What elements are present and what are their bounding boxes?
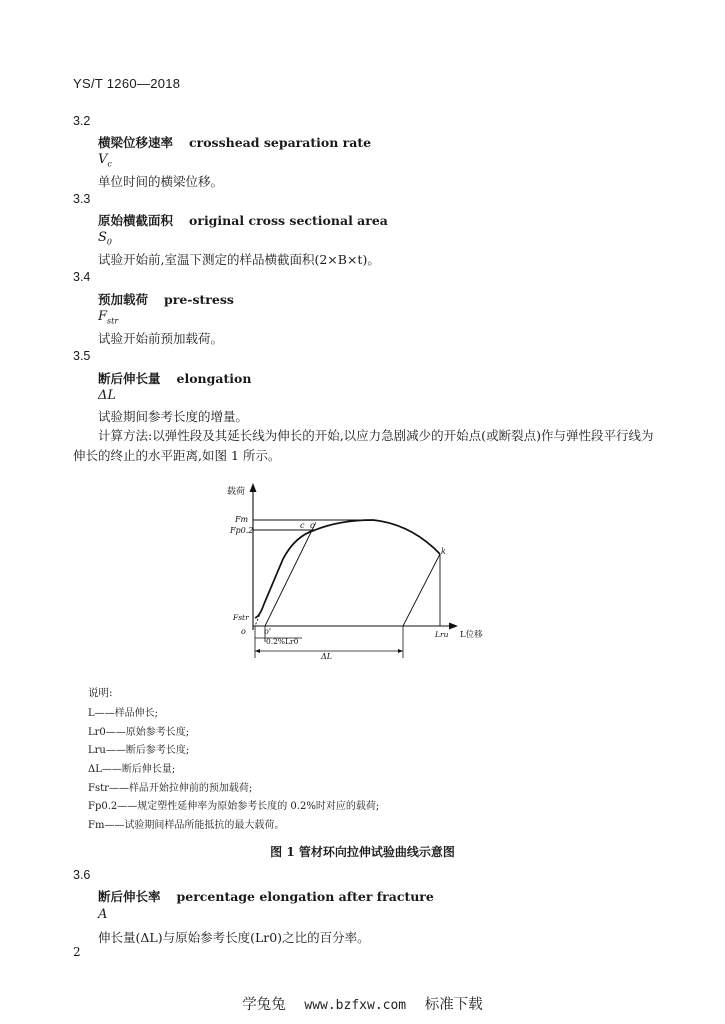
term-3-4 xyxy=(98,290,234,308)
legend-title: 说明: xyxy=(88,687,113,699)
footer-right-text: 标准下载 xyxy=(424,997,483,1013)
symbol-3-5 xyxy=(98,388,116,405)
label-delta-l: ΔL xyxy=(321,652,333,661)
x-axis-label: L位移 xyxy=(460,630,483,640)
definition-3-5: 试验期间参考长度的增量。 xyxy=(98,409,249,424)
symbol-3-4 xyxy=(98,309,118,326)
label-c-prime: c' xyxy=(310,521,317,530)
legend-item: Lr0——原始参考长度; xyxy=(88,727,190,738)
dim-arrow-right xyxy=(398,649,403,653)
label-02pct: 0.2%Lr0 xyxy=(266,637,299,646)
term-en: original cross sectional area xyxy=(189,213,388,228)
y-axis-arrow xyxy=(250,483,257,492)
offset-parallel-line xyxy=(265,524,315,626)
label-k: k xyxy=(441,547,446,556)
label-o-prime: o' xyxy=(264,627,272,636)
section-number-3-5: 3.5 xyxy=(73,349,91,363)
symbol-3-2 xyxy=(98,152,112,169)
legend-item: Fm——试验期间样品所能抵抗的最大载荷。 xyxy=(88,820,285,831)
symbol-3-6: A xyxy=(98,907,108,922)
term-cn: 原始横截面积 xyxy=(98,213,174,228)
symbol-main: S xyxy=(98,230,107,245)
label-fp02: Fp0.2 xyxy=(230,526,254,535)
label-fstr: Fstr xyxy=(233,613,249,622)
term-cn: 断后伸长率 xyxy=(98,889,161,904)
legend-item: Lru——断后参考长度; xyxy=(88,745,190,756)
definition-3-3: 试验开始前,室温下测定的样品横截面积(2×B×t)。 xyxy=(98,252,380,267)
definition-3-4: 试验开始前预加载荷。 xyxy=(98,331,224,346)
definition-3-2: 单位时间的横梁位移。 xyxy=(98,174,224,189)
y-axis-label: 载荷 xyxy=(227,487,246,497)
footer-site-link[interactable]: www.bzfxw.com xyxy=(304,998,407,1013)
legend-item: ΔL——断后伸长量; xyxy=(88,764,176,775)
section-number-3-4: 3.4 xyxy=(73,270,91,284)
section-number-3-6: 3.6 xyxy=(73,868,91,882)
figure-1-caption: 图 1 管材环向拉伸试验曲线示意图 xyxy=(270,845,455,859)
footer-left-text: 学兔兔 xyxy=(242,997,286,1013)
term-3-6 xyxy=(98,887,434,905)
label-o: o xyxy=(241,627,246,636)
label-c: c xyxy=(300,521,305,530)
term-3-5 xyxy=(98,369,251,387)
term-cn: 断后伸长量 xyxy=(98,371,161,386)
dim-arrow-left xyxy=(255,649,260,653)
section-number-3-3: 3.3 xyxy=(73,192,91,206)
section-number-3-2: 3.2 xyxy=(73,114,91,128)
symbol-sub: c xyxy=(107,159,112,169)
footer-watermark xyxy=(0,993,725,1014)
page-number: 2 xyxy=(73,945,81,959)
term-3-3 xyxy=(98,211,388,229)
symbol-sub: 0 xyxy=(106,237,112,247)
symbol-sub: str xyxy=(107,316,119,326)
term-en: elongation xyxy=(176,371,252,386)
document-header-standard-number: YS/T 1260—2018 xyxy=(73,76,181,91)
term-cn: 预加载荷 xyxy=(98,292,149,307)
label-fm: Fm xyxy=(235,515,249,524)
term-en: pre-stress xyxy=(164,292,234,307)
symbol-main: V xyxy=(98,152,108,167)
term-en: percentage elongation after fracture xyxy=(176,889,434,904)
figure-1-curve-diagram xyxy=(225,480,525,662)
definition-3-6: 伸长量(ΔL)与原始参考长度(Lr0)之比的百分率。 xyxy=(98,930,370,945)
term-cn: 横梁位移速率 xyxy=(98,135,174,150)
label-lru: Lru xyxy=(435,630,449,639)
legend-item: L——样品伸长; xyxy=(88,708,159,719)
term-3-2 xyxy=(98,133,371,151)
term-en: crosshead separation rate xyxy=(189,135,372,150)
calc-method-paragraph: 计算方法:以弹性段及其延长线为伸长的开始,以应力急剧减少的开始点(或断裂点)作与弹性段平行线为伸长的终止的水平距离,如图 1 所示。 xyxy=(73,428,654,463)
legend-item: Fp0.2——规定塑性延伸率为原始参考长度的 0.2%时对应的载荷; xyxy=(88,801,380,812)
symbol-main: F xyxy=(98,309,108,324)
legend-item: Fstr——样品开始拉伸前的预加载荷; xyxy=(88,783,253,794)
x-axis-arrow xyxy=(449,623,458,630)
symbol-main: ΔL xyxy=(98,388,117,403)
fracture-parallel-line xyxy=(403,554,440,626)
load-elongation-curve xyxy=(255,520,440,618)
symbol-3-3 xyxy=(98,230,112,247)
